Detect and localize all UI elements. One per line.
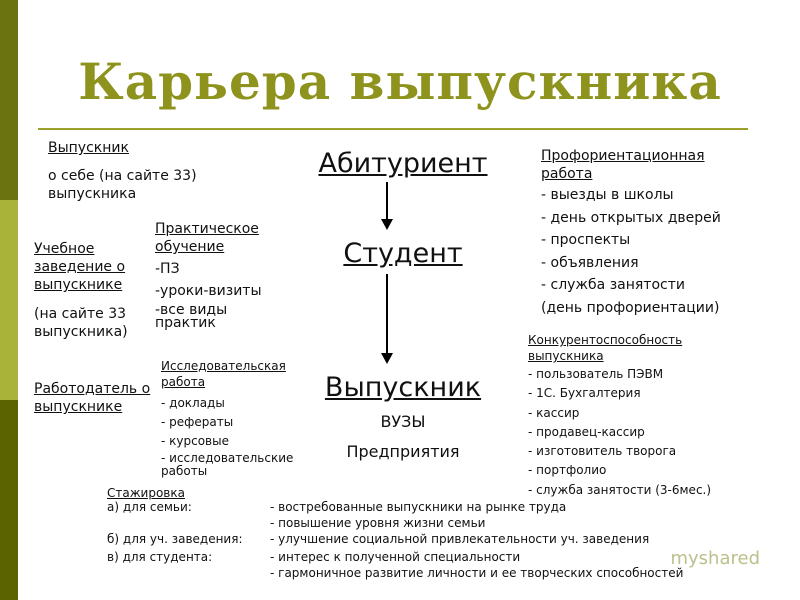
internship-heading: Стажировка (107, 486, 185, 500)
internship-row-key: в) для студента: (107, 550, 213, 564)
arrow-applicant-student-line (386, 182, 388, 220)
competitiveness-list (528, 366, 711, 501)
career-guidance-item: - день открытых дверей (541, 209, 721, 226)
practice-heading: Практическое обучение (155, 221, 259, 255)
competitiveness-heading: Конкурентоспособность выпускника (528, 333, 683, 363)
internship-row-value: - востребованные выпускники на рынке труда (270, 500, 567, 514)
employer-label: Работодатель о выпускнике (34, 381, 151, 415)
competitiveness-item: - изготовитель творога (528, 444, 677, 459)
career-guidance-list (541, 186, 721, 321)
internship-row-key: б) для уч. заведения: (107, 532, 243, 546)
career-guidance-item: - служба занятости (541, 277, 685, 293)
internship-row-key: а) для семьи: (107, 500, 192, 514)
page-title: Карьера выпускника (78, 52, 722, 111)
institution-label: Учебное заведение о выпускнике (34, 241, 126, 293)
graduate-label: Выпускник (48, 140, 129, 156)
research-item: - доклады (161, 396, 225, 410)
arrow-down-icon (381, 219, 393, 230)
practice-item: -ПЗ (155, 261, 180, 277)
internship-row-value: - интерес к полученной специальности (270, 550, 521, 564)
internship-row (107, 550, 520, 565)
research-item: - исследовательские работы (161, 451, 294, 478)
competitiveness-item: - 1С. Бухгалтерия (528, 386, 641, 401)
career-guidance-item: (день профориентации) (541, 299, 720, 316)
competitiveness-item: - пользователь ПЭВМ (528, 367, 664, 381)
applicant-node: Абитуриент (318, 148, 488, 179)
competitiveness-item: - кассир (528, 405, 580, 420)
graduate-node: Выпускник (324, 372, 482, 403)
career-guidance-item: - проспекты (541, 232, 631, 248)
competitiveness-item: - продавец-кассир (528, 424, 645, 439)
competitiveness-item: - портфолио (528, 463, 607, 478)
research-item: - курсовые (161, 434, 229, 448)
student-node: Студент (343, 238, 463, 269)
internship-row (107, 532, 649, 547)
internship-row (107, 516, 485, 531)
internship-row (107, 566, 683, 581)
career-guidance-item: - выезды в школы (541, 187, 674, 203)
research-list (161, 395, 311, 478)
internship-row-value: - улучшение социальной привлекательности уч. заведения (270, 532, 650, 546)
institution-text: (на сайте 33 выпускника) (34, 306, 128, 340)
internship-row-value: - гармоничное развитие личности и ее творческих способностей (270, 566, 684, 580)
internship-row (107, 500, 566, 515)
internship-row-value: - повышение уровня жизни семьи (270, 516, 486, 530)
title-divider (38, 128, 748, 130)
practice-item: -все виды практик (155, 302, 228, 331)
graduate-text: о себе (на сайте 33) выпускника (48, 168, 197, 202)
arrow-down-icon (381, 353, 393, 364)
arrow-student-graduate-line (386, 274, 388, 354)
research-heading: Исследовательская работа (161, 359, 286, 389)
universities-label: ВУЗЫ (380, 412, 426, 431)
career-guidance-item: - объявления (541, 254, 639, 271)
side-bar-middle (0, 200, 18, 400)
practice-item: -уроки-визиты (155, 283, 262, 299)
research-item: - рефераты (161, 415, 234, 429)
practice-list (155, 260, 265, 330)
competitiveness-item: - служба занятости (3-6мес.) (528, 482, 712, 497)
enterprises-label: Предприятия (346, 442, 460, 461)
watermark-logo: myshared (670, 548, 760, 569)
career-guidance-heading: Профориентационная работа (541, 148, 705, 182)
